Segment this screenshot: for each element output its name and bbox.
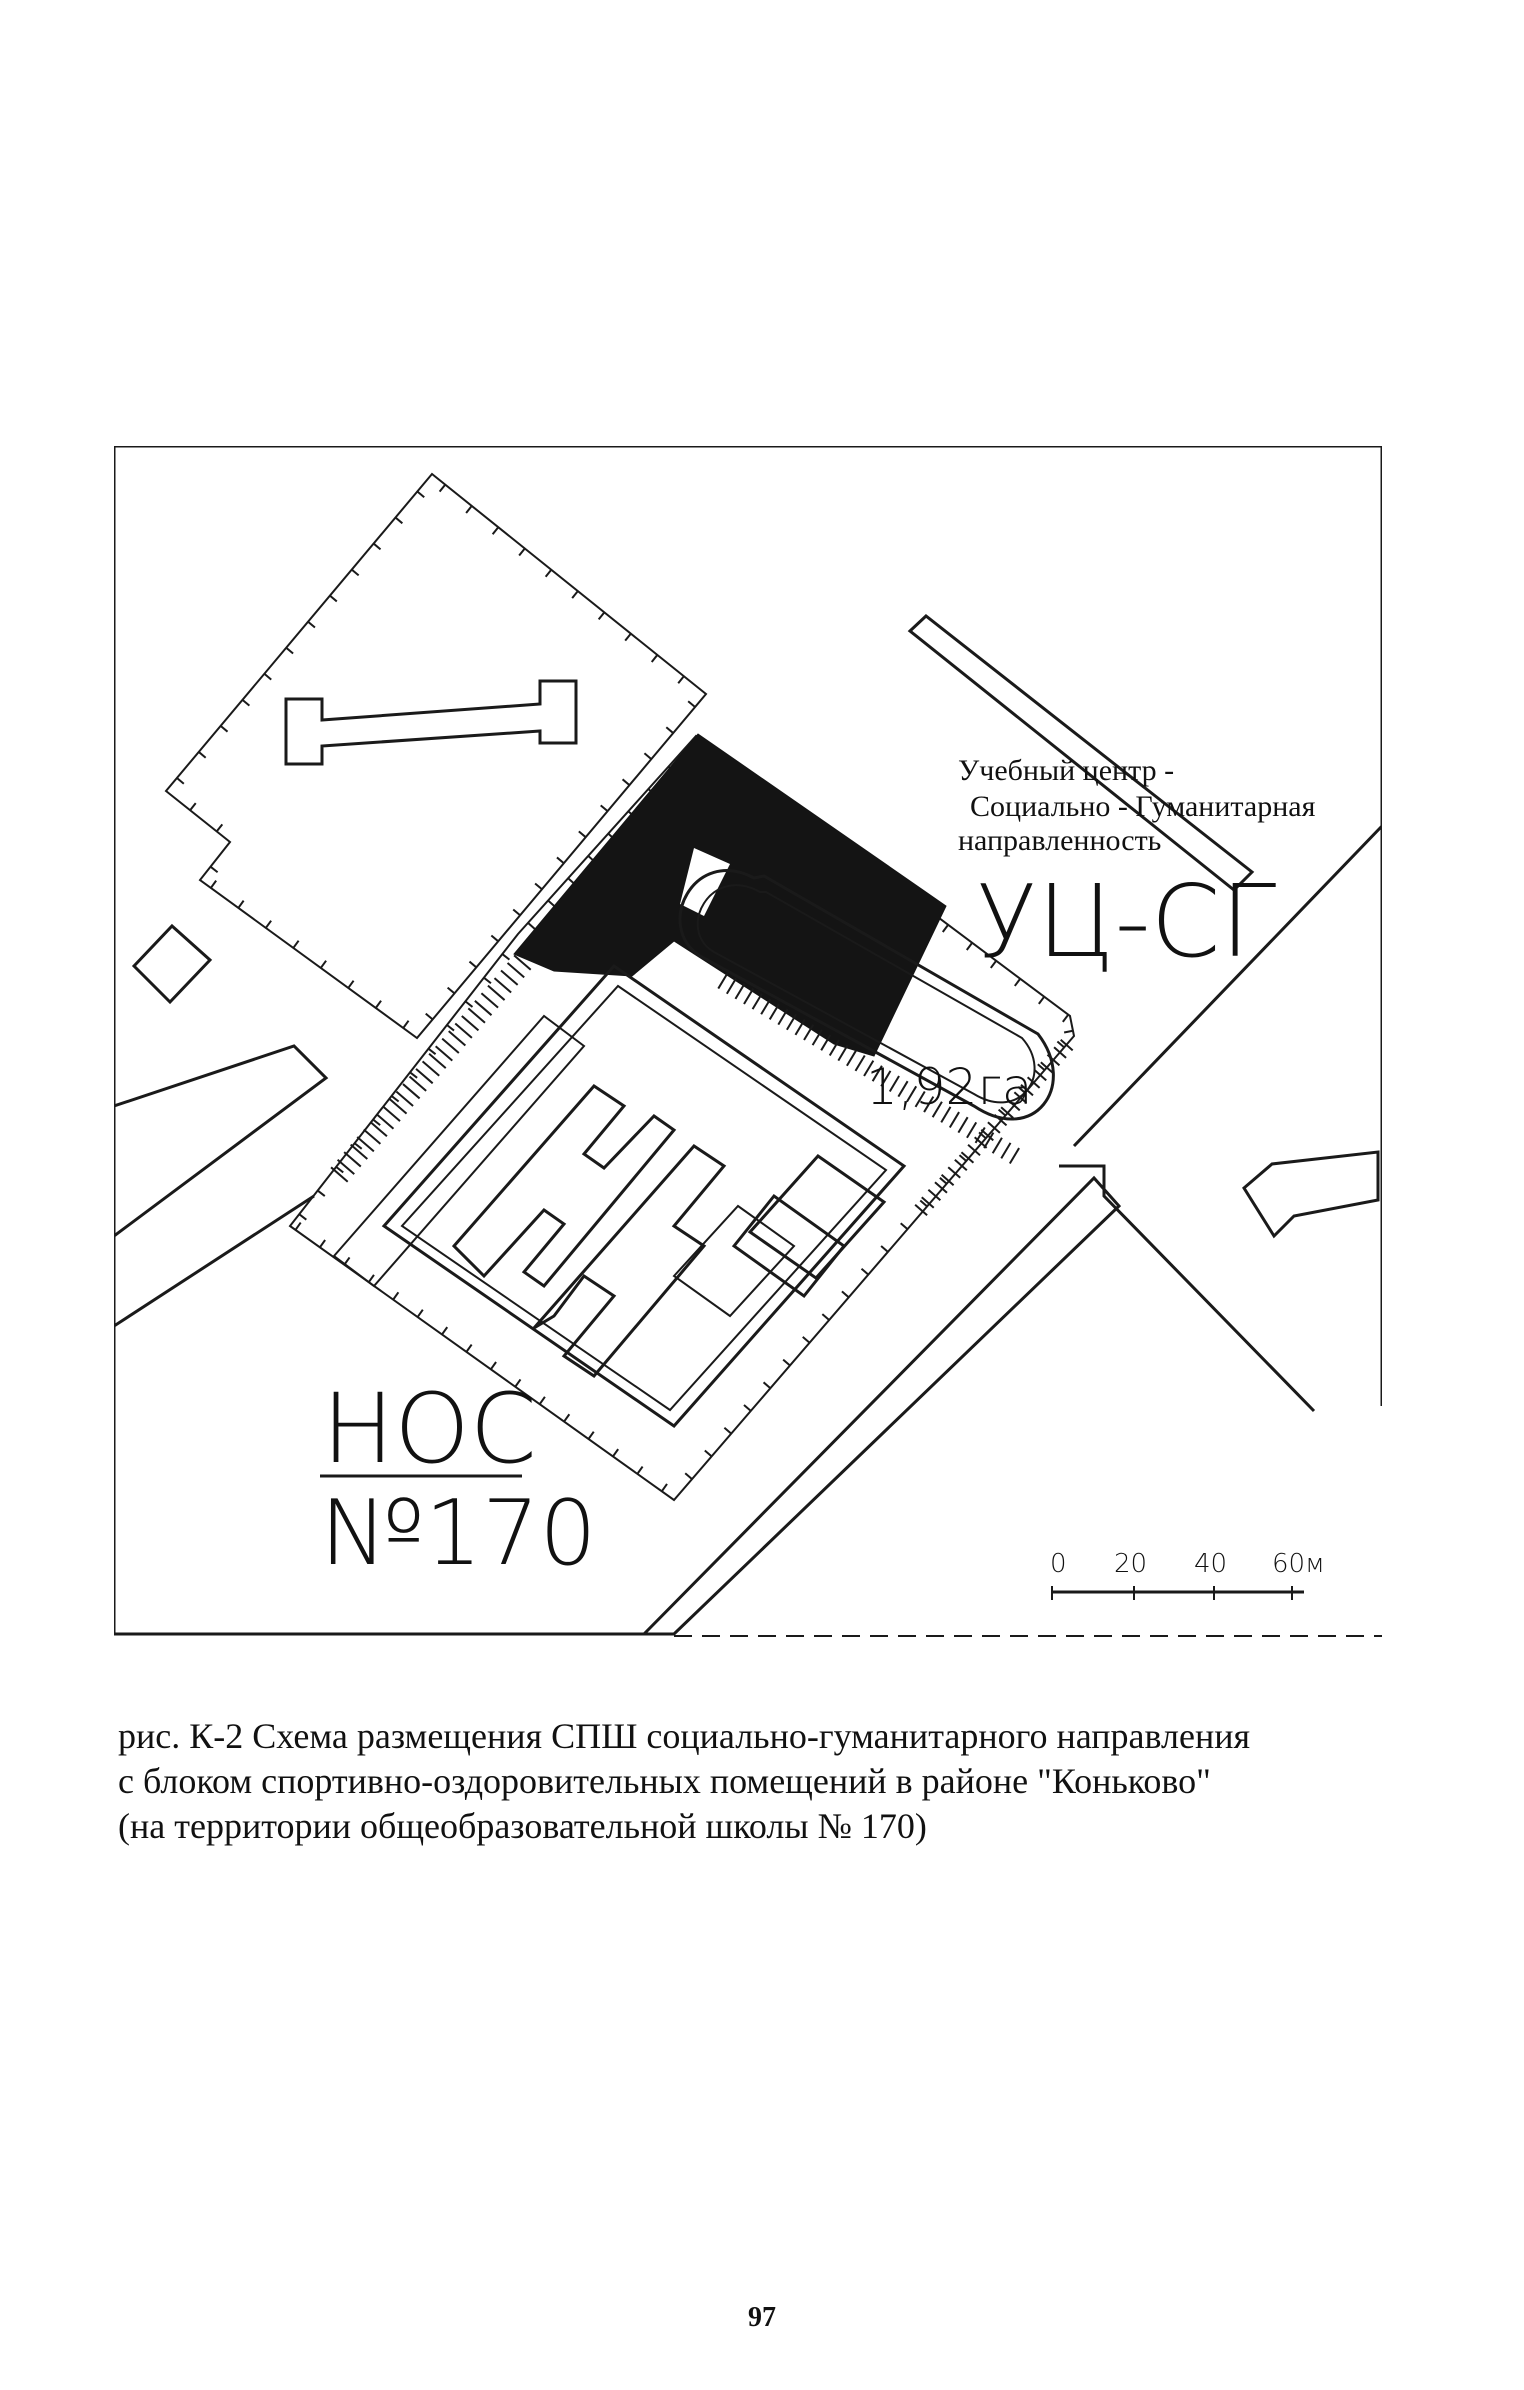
- boundary-tick: [644, 753, 651, 759]
- boundary-tick: [678, 676, 684, 683]
- boundary-tick: [238, 901, 243, 908]
- boundary-tick: [783, 1360, 790, 1366]
- boundary-tick: [589, 1432, 594, 1439]
- site-plan-map: [114, 446, 1382, 1638]
- boundary-tick: [662, 1484, 667, 1491]
- boundary-tick: [462, 1016, 479, 1030]
- boundary-tick: [383, 1107, 400, 1121]
- boundary-tick: [548, 901, 555, 907]
- site-plan-drawing: [114, 446, 1382, 1638]
- boundary-tick: [753, 994, 762, 1009]
- boundary-tick: [508, 963, 525, 977]
- boundary-tick: [403, 1084, 420, 1098]
- boundary-tick: [501, 971, 518, 985]
- boundary-tick: [494, 978, 511, 992]
- boundary-tick: [299, 1214, 306, 1220]
- boundary-tick: [761, 999, 770, 1014]
- boundary-tick: [705, 1450, 712, 1456]
- boundary-tick: [718, 973, 727, 988]
- boundary-tick: [519, 549, 525, 556]
- boundary-tick: [374, 544, 381, 550]
- boundary-tick: [436, 1046, 453, 1060]
- scale-tick-60: 60м: [1272, 1549, 1325, 1579]
- boundary-tick: [266, 921, 271, 928]
- caption-line-3: (на территории общеобразовательной школы № 170): [118, 1806, 927, 1846]
- boundary-tick: [295, 1223, 300, 1230]
- boundary-tick: [357, 1137, 374, 1151]
- boundary-tick: [881, 1246, 888, 1252]
- boundary-tick: [468, 1008, 485, 1022]
- boundary-tick: [465, 1001, 472, 1007]
- boundary-tick: [847, 1050, 856, 1065]
- boundary-tick: [513, 909, 520, 915]
- boundary-tick: [735, 983, 744, 998]
- boundary-tick: [943, 925, 948, 932]
- boundary-tick: [177, 778, 184, 784]
- boundary-tick: [376, 1001, 381, 1008]
- boundary-tick: [242, 700, 249, 706]
- boundary-tick: [967, 943, 972, 950]
- boundary-tick: [625, 634, 631, 641]
- boundary-tick: [685, 1473, 692, 1479]
- boundary-tick: [321, 961, 326, 968]
- center-label-line3: направленность: [958, 824, 1162, 857]
- boundary-tick: [308, 622, 315, 628]
- boundary-tick: [410, 1076, 427, 1090]
- boundary-tick: [484, 978, 491, 984]
- boundary-tick: [416, 1069, 433, 1083]
- boundary-tick: [423, 1061, 440, 1075]
- boundary-tick: [1064, 1031, 1073, 1033]
- boundary-tick: [1063, 1015, 1068, 1022]
- boundary-tick: [426, 1014, 433, 1020]
- boundary-tick: [572, 591, 578, 598]
- boundary-tick: [579, 831, 586, 837]
- left-block-1: [134, 926, 210, 1002]
- boundary-tick: [901, 1223, 908, 1229]
- boundary-tick: [418, 1310, 423, 1317]
- scale-bar: [1050, 1549, 1325, 1600]
- boundary-tick: [481, 993, 498, 1007]
- boundary-tick: [348, 981, 353, 988]
- boundary-tick: [493, 527, 499, 534]
- boundary-tick: [502, 954, 509, 960]
- boundary-tick: [491, 1362, 496, 1369]
- boundary-tick: [838, 1045, 847, 1060]
- boundary-tick: [466, 1345, 471, 1352]
- school-building-east: [534, 1146, 724, 1376]
- center-label-line1: Учебный центр -: [958, 754, 1175, 787]
- boundary-tick: [993, 1138, 1002, 1153]
- page-number: 97: [748, 2302, 776, 2333]
- boundary-tick: [344, 1152, 361, 1166]
- boundary-tick: [491, 936, 498, 942]
- boundary-tick: [293, 941, 298, 948]
- boundary-tick: [724, 1428, 731, 1434]
- boundary-tick: [330, 596, 337, 602]
- school-label-line1: НОС: [322, 1373, 537, 1485]
- boundary-tick: [1001, 1143, 1010, 1158]
- boundary-tick: [217, 824, 223, 831]
- school-label-line2: №170: [320, 1481, 597, 1586]
- boundary-tick: [666, 727, 673, 733]
- boundary-tick: [1039, 997, 1044, 1004]
- caption-line-1: рис. К-2 Схема размещения СПШ социально-гуманитарного направления: [118, 1716, 1251, 1756]
- boundary-tick: [221, 726, 228, 732]
- boundary-tick: [855, 1055, 864, 1070]
- school-court: [750, 1156, 884, 1278]
- boundary-tick: [440, 485, 446, 492]
- boundary-tick: [264, 674, 271, 680]
- school-annex: [734, 1196, 844, 1296]
- boundary-tick: [286, 648, 293, 654]
- boundary-tick: [601, 805, 608, 811]
- boundary-tick: [822, 1314, 829, 1320]
- scale-tick-20: 20: [1114, 1549, 1148, 1579]
- boundary-tick: [803, 1337, 810, 1343]
- boundary-tick: [528, 923, 535, 929]
- boundary-tick: [744, 1405, 751, 1411]
- boundary-tick: [395, 518, 402, 524]
- boundary-tick: [862, 1269, 869, 1275]
- boundary-tick: [448, 988, 455, 994]
- boundary-tick: [447, 1025, 454, 1031]
- boundary-tick: [1010, 1148, 1019, 1163]
- boundary-tick: [564, 1414, 569, 1421]
- boundary-tick: [417, 491, 424, 497]
- boundary-tick: [540, 1397, 545, 1404]
- school-complex-inner: [402, 986, 886, 1410]
- boundary-tick: [429, 1054, 446, 1068]
- boundary-tick: [393, 1292, 398, 1299]
- boundary-tick: [377, 1114, 394, 1128]
- boundary-tick: [442, 1039, 459, 1053]
- boundary-tick: [364, 1129, 381, 1143]
- boundary-tick: [449, 1031, 466, 1045]
- upper-building: [286, 681, 576, 764]
- boundary-tick: [475, 1001, 492, 1015]
- boundary-tick: [455, 1024, 472, 1038]
- boundary-tick: [967, 1122, 976, 1137]
- boundary-tick: [842, 1291, 849, 1297]
- school-building-west: [454, 1086, 674, 1286]
- boundary-tick: [320, 1240, 325, 1247]
- caption-line-2: с блоком спортивно-оздоровительных помещений в районе "Коньково": [118, 1761, 1211, 1801]
- scale-tick-0: 0: [1050, 1549, 1067, 1579]
- boundary-tick: [744, 989, 753, 1004]
- right-road-corner: [1059, 1166, 1314, 1411]
- boundary-tick: [211, 881, 216, 888]
- boundary-tick: [469, 962, 476, 968]
- right-small-building: [1244, 1152, 1378, 1236]
- boundary-tick: [369, 1275, 374, 1282]
- boundary-tick: [637, 1467, 642, 1474]
- boundary-tick: [211, 867, 218, 873]
- boundary-tick: [688, 701, 695, 707]
- boundary-tick: [623, 779, 630, 785]
- boundary-tick: [764, 1382, 771, 1388]
- boundary-tick: [770, 1004, 779, 1019]
- boundary-tick: [652, 655, 658, 662]
- boundary-tick: [599, 612, 605, 619]
- boundary-tick: [466, 506, 472, 513]
- boundary-tick: [442, 1327, 447, 1334]
- boundary-tick: [488, 986, 505, 1000]
- boundary-tick: [613, 1449, 618, 1456]
- boundary-tick: [190, 803, 196, 810]
- figure-caption: [118, 1714, 1418, 1849]
- boundary-tick: [352, 570, 359, 576]
- center-label-line2: Социально - Гуманитарная: [970, 790, 1316, 823]
- code-label: УЦ-СГ: [976, 863, 1277, 980]
- boundary-tick: [557, 857, 564, 863]
- boundary-tick: [318, 1191, 325, 1197]
- scale-tick-40: 40: [1194, 1549, 1228, 1579]
- boundary-tick: [403, 1021, 408, 1028]
- boundary-tick: [958, 1117, 967, 1132]
- boundary-tick: [338, 1160, 355, 1174]
- boundary-tick: [199, 752, 206, 758]
- boundary-tick: [396, 1092, 413, 1106]
- boundary-tick: [546, 570, 552, 577]
- boundary-tick: [535, 883, 542, 889]
- boundary-tick: [727, 978, 736, 993]
- area-label: 1,92га: [866, 1058, 1033, 1116]
